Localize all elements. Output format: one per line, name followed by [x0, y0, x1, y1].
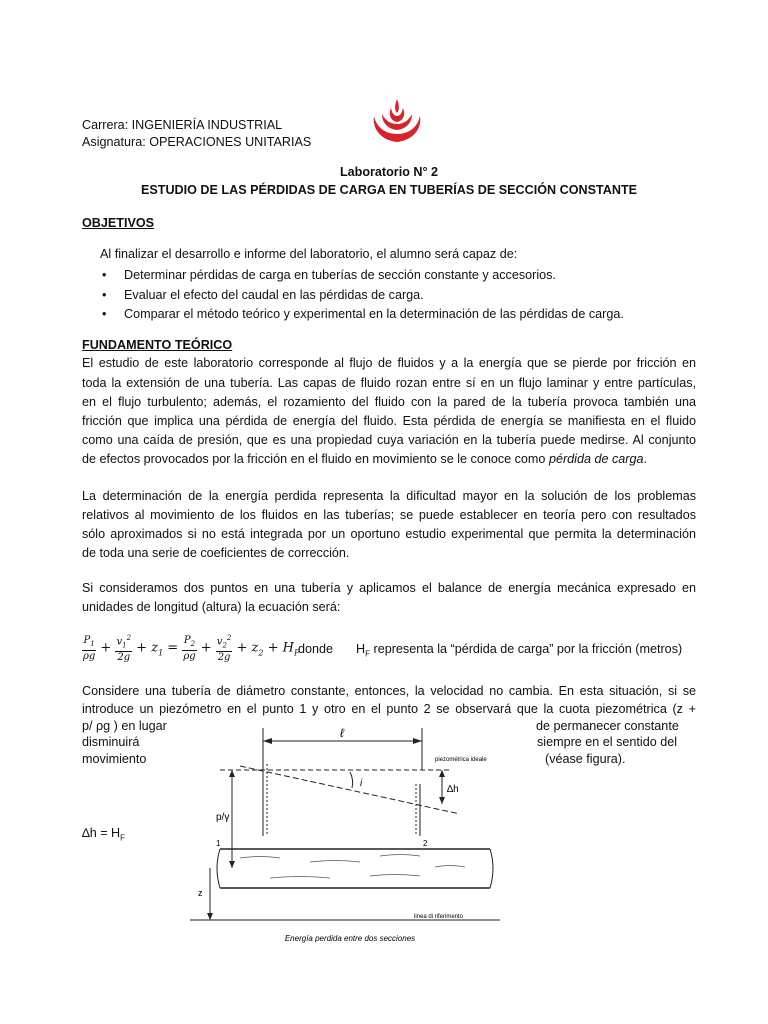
- theory-p4-fragment: siempre en el sentido del: [537, 735, 678, 749]
- theory-p1-line: El estudio de este laboratorio corresponde al flujo de fluidos y a la energía que se pierde por fricción en: [82, 356, 696, 370]
- upc-logo: [370, 96, 424, 144]
- delta-h-sub: F: [120, 833, 126, 843]
- head-loss-figure: [180, 722, 520, 946]
- theory-p2-line: de toda una serie de coeficientes de corrección.: [82, 546, 350, 560]
- theory-p1-line: como una caída de presión, que es una propiedad cuya variación en la tubería puede medirse. Al conjunto: [82, 433, 696, 447]
- delta-h-text: ∆h = H: [82, 826, 121, 840]
- piezometric-label: piezométrica ideale: [435, 757, 487, 763]
- theory-p2-line: La determinación de la energía perdida representa la dificultad mayor en la solución de los problemas: [82, 489, 696, 503]
- theory-p4-line: Considere una tubería de diámetro constante, entonces, la velocidad no cambia. En esta situación, si se: [82, 684, 696, 698]
- page-title: ESTUDIO DE LAS PÉRDIDAS DE CARGA EN TUBERÍAS DE SECCIÓN CONSTANTE: [140, 183, 638, 197]
- point-1-label: 1: [216, 839, 221, 848]
- theory-p1-line: toda la extensión de una tubería. Las capas de fluido rozan entre sí en un flujo laminar y entre partículas,: [82, 376, 696, 390]
- theory-p4-fragment: (véase figura).: [545, 752, 626, 766]
- objective-item: • Determinar pérdidas de carga en tuberías de sección constante y accesorios.: [124, 266, 556, 285]
- theory-heading: FUNDAMENTO TEÓRICO: [82, 338, 233, 352]
- slope-label: i: [360, 778, 363, 789]
- theory-p3-line: Si consideramos dos puntos en una tubería y aplicamos el balance de energía mecánica expresado en: [82, 581, 696, 595]
- objective-item: • Comparar el método teórico y experimental en la determinación de las pérdidas de carga.: [124, 305, 624, 324]
- objective-item: • Evaluar el efecto del caudal en las pérdidas de carga.: [124, 286, 424, 305]
- lab-number: Laboratorio N° 2: [339, 165, 439, 179]
- delta-h-equation: [82, 824, 125, 848]
- equation-description: $H_F$ representa la “pérdida de carga” por la fricción (metros): [356, 642, 683, 659]
- theory-p4-line: introduce un piezómetro en el punto 1 y otro en el punto 2 se observará que la cuota piezométrica (z +: [82, 702, 696, 716]
- theory-p4-fragment: de permanecer constante: [536, 719, 679, 733]
- objectives-heading: OBJETIVOS: [82, 216, 155, 230]
- theory-p3-line: unidades de longitud (altura) la ecuación será:: [82, 600, 341, 614]
- theory-p4-fragment: movimiento: [82, 752, 147, 766]
- subject-line: Asignatura: OPERACIONES UNITARIAS: [82, 135, 312, 149]
- length-label: ℓ: [340, 726, 344, 740]
- elevation-label: z: [198, 888, 203, 898]
- equation-desc-text: representa la “pérdida de carga” por la fricción (metros): [373, 642, 683, 656]
- reference-label: linea di riferimento: [414, 914, 464, 920]
- objectives-intro: Al finalizar el desarrollo e informe del laboratorio, el alumno será capaz de:: [100, 247, 518, 261]
- theory-p4-fragment: disminuirá: [82, 735, 140, 749]
- career-line: Carrera: INGENIERÍA INDUSTRIAL: [82, 118, 283, 132]
- loss-term: pérdida de carga: [548, 452, 644, 466]
- point-2-label: 2: [423, 839, 428, 848]
- real-piezometric-line: [240, 766, 460, 814]
- theory-p2-line: relativos al movimiento de los fluidos en las tuberías; se puede establecer en teoría pero con resultados: [82, 508, 696, 522]
- equation-where: donde: [298, 642, 334, 656]
- bernoulli-equation: $\frac{P_1}{\rho g}$ + $\frac{v_1^2}{2g}$ + $z_1$ = $\frac{P_2}{\rho g}$ + $\frac{v_2^2}{2g}$ + $z_2 + H_F$: [83, 634, 300, 664]
- theory-p1-line: fricción que implica una pérdida de energía del fluido. Esta pérdida de energía se manifiesta en el fluido: [82, 414, 696, 428]
- pressure-head-label: p/γ: [216, 812, 230, 823]
- theory-p1-line: en el flujo turbulento; además, el rozamiento del fluido con la pared de la tubería provoca también una: [82, 395, 696, 409]
- theory-p2-line: sólo aproximados si no está integrada por un oportuno estudio experimental que permita la determinación: [82, 527, 696, 541]
- theory-p1-text: de efectos provocados por la fricción en el fluido en movimiento se le conoce como: [82, 452, 546, 466]
- delta-h-label: ∆h: [447, 784, 459, 795]
- theory-p1-last: de efectos provocados por la fricción en el fluido en movimiento se le conoce como pérdida de carga.: [82, 452, 647, 466]
- figure-caption: Energía perdida entre dos secciones: [284, 934, 416, 943]
- theory-p4-fragment: p/ ρg ) en lugar: [82, 719, 167, 733]
